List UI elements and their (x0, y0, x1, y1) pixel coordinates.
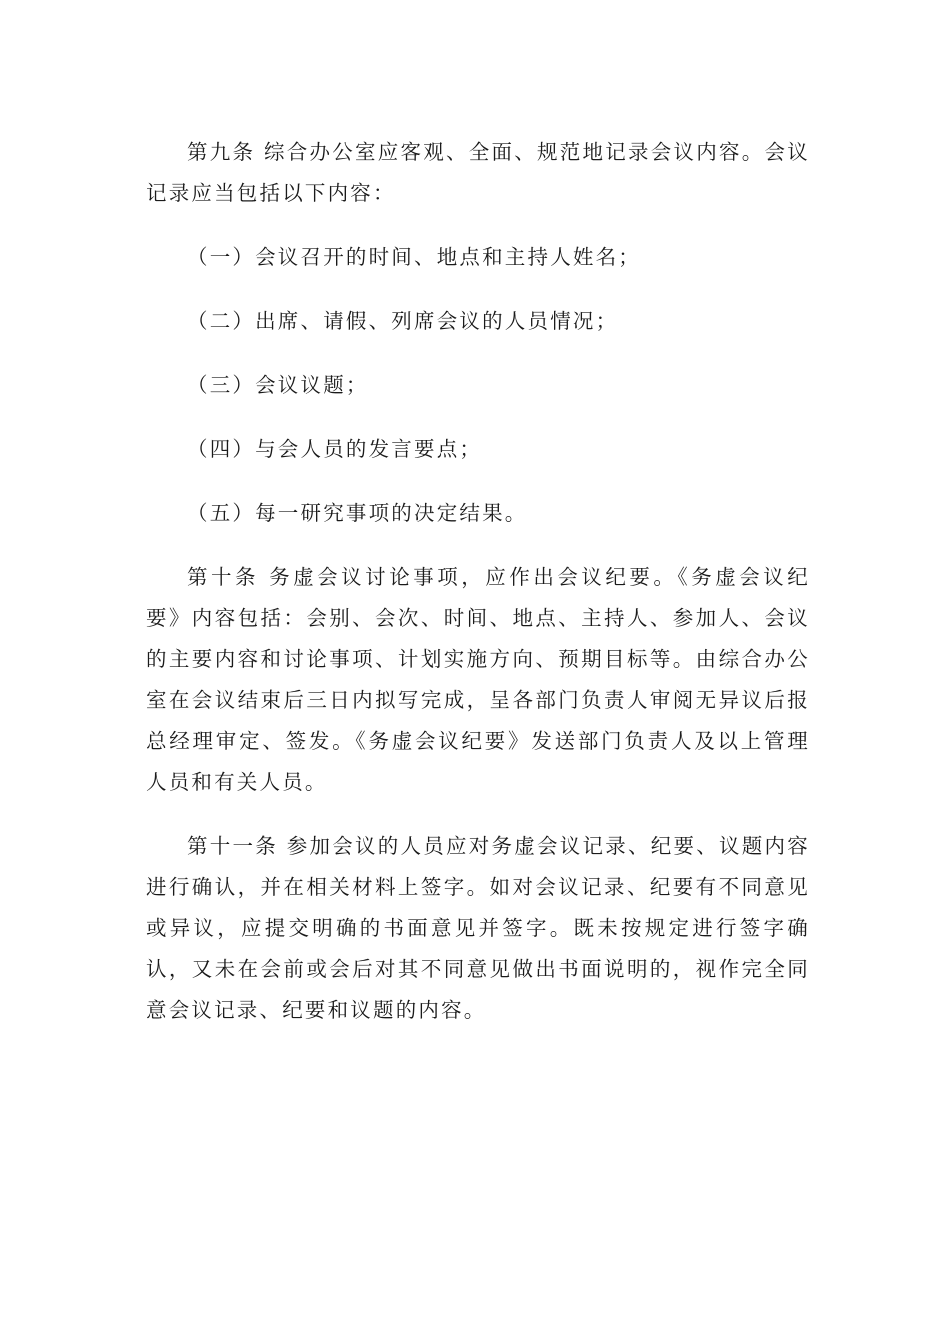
article-11: 第十一条 参加会议的人员应对务虚会议记录、纪要、议题内容进行确认，并在相关材料上签字。如对会议记录、纪要有不同意见或异议，应提交明确的书面意见并签字。既未按规定进行签字确认，又未在会前或会后对其不同意见做出书面说明的，视作完全同意会议记录、纪要和议题的内容。 (146, 834, 810, 1022)
list-item-4: （四）与会人员的发言要点； (187, 437, 483, 461)
article-9: 第九条 综合办公室应客观、全面、规范地记录会议内容。会议记录应当包括以下内容： (146, 140, 810, 205)
list-item-2: （二）出席、请假、列席会议的人员情况； (187, 309, 619, 333)
document-body (146, 132, 810, 1031)
list-item-3: （三）会议议题； (187, 373, 369, 397)
list-item-5: （五）每一研究事项的决定结果。 (187, 501, 528, 525)
list-item-1: （一）会议召开的时间、地点和主持人姓名； (187, 245, 641, 269)
article-10: 第十条 务虚会议讨论事项，应作出会议纪要。《务虚会议纪要》内容包括：会别、会次、时间、地点、主持人、参加人、会议的主要内容和讨论事项、计划实施方向、预期目标等。由综合办公室在会议结束后三日内拟写完成，呈各部门负责人审阅无异议后报总经理审定、签发。《务虚会议纪要》发送部门负责人及以上管理人员和有关人员。 (146, 565, 810, 794)
